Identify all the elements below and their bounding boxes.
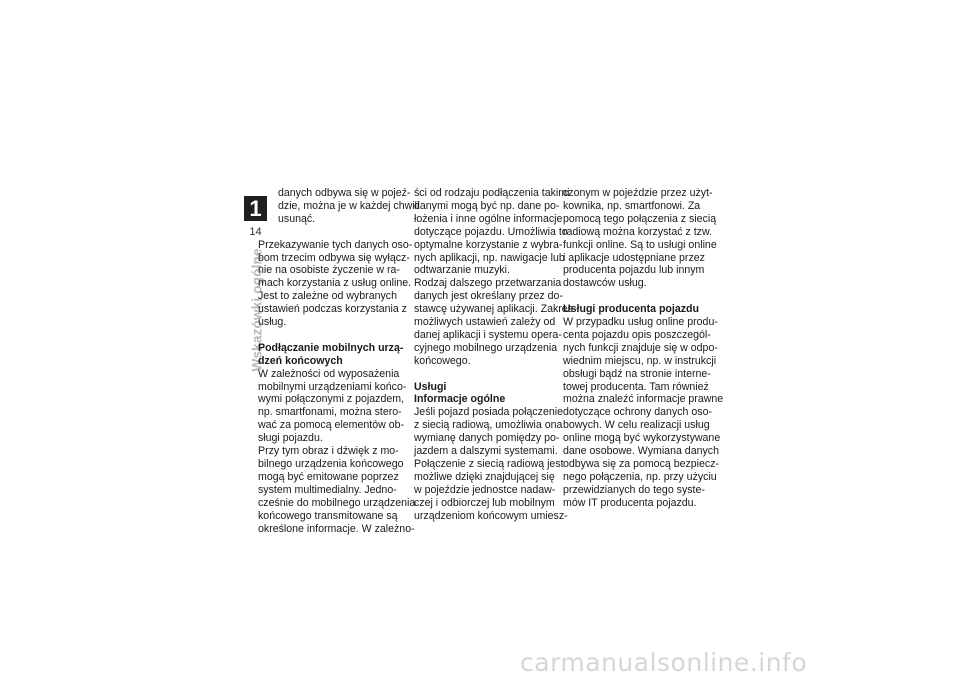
text-line: cześnie do mobilnego urządzenia — [258, 496, 416, 509]
text-line: Jest to zależne od wybranych — [258, 290, 397, 303]
text-line: usunąć. — [278, 212, 316, 225]
text-line: bowych. W celu realizacji usług — [563, 419, 710, 432]
text-line: odtwarzanie muzyki. — [414, 264, 510, 277]
text-line: system multimedialny. Jedno- — [258, 483, 397, 496]
text-line: przewidzianych do tego syste- — [563, 483, 705, 496]
text-line: np. smartfonami, można stero- — [258, 406, 402, 419]
text-line: wymi połączonymi z pojazdem, — [258, 393, 405, 406]
paragraph — [414, 406, 568, 522]
paragraph — [258, 367, 416, 536]
text-line: stawcę używanej aplikacji. Zakres — [414, 303, 573, 316]
text-line: można znaleźć informacje prawne — [563, 393, 724, 406]
text-line: możliwe dzięki znajdującej się — [414, 470, 555, 483]
text-line: określone informacje. W zależno- — [258, 522, 415, 535]
text-column-3 — [563, 187, 724, 510]
text-line: mów IT producenta pojazdu. — [563, 496, 697, 509]
text-line: dostawców usług. — [563, 277, 647, 290]
text-line: dane osobowe. Wymiana danych — [563, 445, 719, 458]
paragraph — [258, 238, 413, 329]
text-line: usług. — [258, 316, 287, 329]
text-line: towej producenta. Tam również — [563, 380, 709, 393]
text-line: dotyczące pojazdu. Umożliwia to — [414, 225, 568, 238]
subsection-heading: Informacje ogólne — [414, 393, 506, 406]
text-line: dotyczące ochrony danych oso- — [563, 406, 712, 419]
text-line: czonym w pojeździe przez użyt- — [563, 187, 713, 199]
text-line: mobilnymi urządzeniami końco- — [258, 380, 407, 393]
text-line: online mogą być wykorzystywane — [563, 432, 721, 445]
text-line: cyjnego mobilnego urządzenia — [414, 341, 558, 354]
section-heading: dzeń końcowych — [258, 354, 343, 367]
text-line: W zależności od wyposażenia — [258, 367, 400, 380]
paragraph — [414, 187, 573, 368]
text-line: i aplikacje udostępniane przez — [563, 251, 705, 264]
text-line: Jeśli pojazd posiada połączenie — [414, 406, 564, 419]
text-line: mogą być emitowane poprzez — [258, 470, 399, 483]
text-line: nych aplikacji, np. nawigacje lub — [414, 251, 565, 264]
text-line: centa pojazdu opis poszczegól- — [563, 328, 711, 341]
text-line: końcowego transmitowane są — [258, 509, 398, 522]
chapter-side-title: Wskazówki ogólne — [249, 248, 265, 372]
text-line: pomocą tego połączenia z siecią — [563, 212, 717, 225]
text-line: danymi mogą być np. dane po- — [414, 199, 560, 212]
text-line: sługi pojazdu. — [258, 432, 323, 445]
section-heading: Podłączanie mobilnych urzą- — [258, 341, 404, 354]
text-line: dzie, można je w każdej chwili — [278, 199, 420, 212]
text-line: ści od rodzaju podłączenia takimi — [414, 187, 570, 199]
text-line: W przypadku usług online produ- — [563, 316, 718, 329]
text-line: Rodzaj dalszego przetwarzania — [414, 277, 562, 290]
paragraph — [563, 316, 724, 510]
text-column-1 — [258, 187, 420, 535]
section-heading: Usługi — [414, 380, 447, 393]
chapter-number-tab: 1 — [244, 196, 267, 221]
text-line: urządzeniom końcowym umiesz- — [414, 509, 568, 522]
text-line: funkcji online. Są to usługi online — [563, 238, 717, 251]
text-line: radiową można korzystać z tzw. — [563, 225, 712, 238]
text-line: Przekazywanie tych danych oso- — [258, 238, 413, 251]
text-line: Połączenie z siecią radiową jest — [414, 458, 564, 471]
text-line: producenta pojazdu lub innym — [563, 264, 705, 277]
text-line: końcowego. — [414, 354, 471, 367]
text-line: optymalne korzystanie z wybra- — [414, 238, 563, 251]
text-line: nych funkcji znajduje się w odpo- — [563, 341, 718, 354]
intro-paragraph — [258, 187, 420, 226]
watermark: carmanualsonline.info — [520, 648, 808, 677]
text-line: danych jest określany przez do- — [414, 290, 563, 303]
text-line: możliwych ustawień zależy od — [414, 316, 556, 329]
page-number: 14 — [249, 226, 262, 238]
text-line: danej aplikacji i systemu opera- — [414, 328, 562, 341]
text-line: jazdem a dalszymi systemami. — [414, 445, 558, 458]
text-line: odbywa się za pomocą bezpiecz- — [563, 458, 720, 471]
text-line: nego połączenia, np. przy użyciu — [563, 470, 717, 483]
paragraph — [563, 187, 717, 290]
text-column-2 — [414, 187, 573, 523]
text-line: w pojeździe jednostce nadaw- — [414, 483, 556, 496]
text-line: ustawień podczas korzystania z — [258, 303, 407, 316]
text-line: bilnego urządzenia końcowego — [258, 458, 404, 470]
text-line: łożenia i inne ogólne informacje — [414, 212, 563, 225]
text-line: bom trzecim odbywa się wyłącz- — [258, 251, 410, 264]
text-line: czej i odbiorczej lub mobilnym — [414, 496, 555, 509]
text-line: wymianę danych pomiędzy po- — [414, 432, 560, 445]
text-line: wać za pomocą elementów ob- — [258, 419, 405, 432]
text-line: Przy tym obraz i dźwięk z mo- — [258, 445, 399, 458]
text-line: obsługi bądź na stronie interne- — [563, 367, 711, 380]
section-heading: Usługi producenta pojazdu — [563, 303, 699, 316]
text-line: wiednim miejscu, np. w instrukcji — [563, 354, 717, 367]
text-line: kownika, np. smartfonowi. Za — [563, 199, 701, 212]
text-line: nie na osobiste życzenie w ra- — [258, 264, 400, 277]
text-line: z siecią radiową, umożliwia ona — [414, 419, 563, 432]
text-line: mach korzystania z usług online. — [258, 277, 412, 290]
text-line: danych odbywa się w pojeź- — [278, 187, 411, 199]
